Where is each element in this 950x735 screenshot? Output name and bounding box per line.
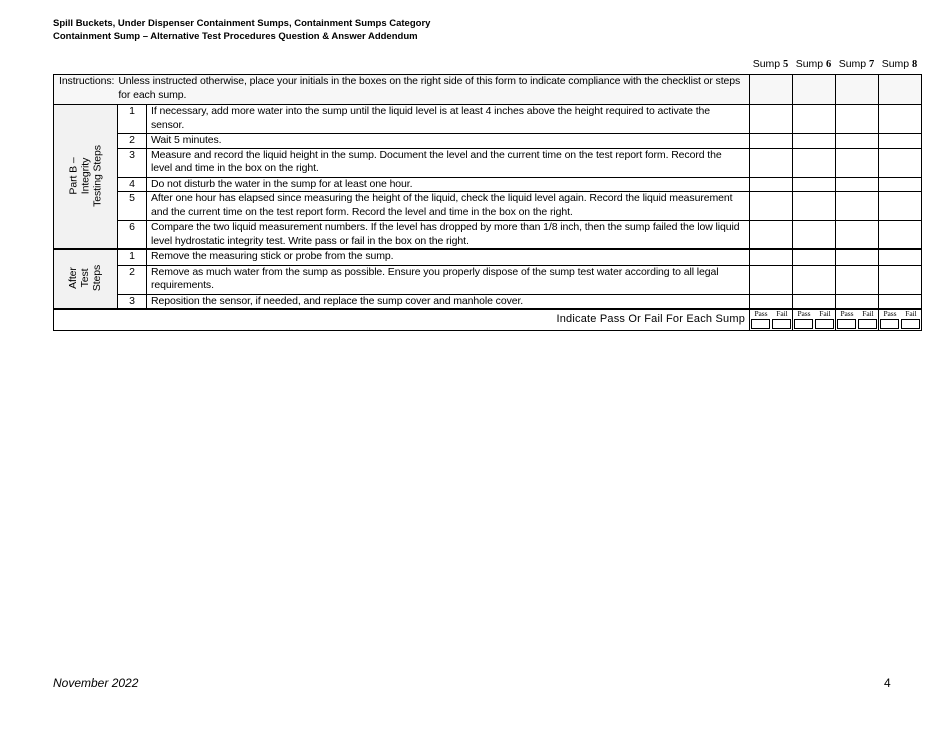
step-row (54, 192, 922, 221)
header-subtitle: Containment Sump – Alternative Test Procedures Question & Answer Addendum (53, 31, 418, 42)
sump-headers (749, 58, 921, 70)
sump-number: 8 (912, 59, 918, 70)
initials-box[interactable] (750, 221, 793, 250)
instructions-label: Instructions: (59, 75, 115, 87)
section-title: After Test Steps (67, 265, 104, 292)
initials-box[interactable] (750, 294, 793, 309)
initials-box[interactable] (836, 177, 879, 192)
step-number: 1 (118, 105, 147, 134)
fail-label: Fail (862, 309, 874, 319)
initials-box[interactable] (750, 134, 793, 149)
fail-label: Fail (819, 309, 831, 319)
pass-fail-cell (793, 309, 836, 330)
initials-box[interactable] (793, 105, 836, 134)
initials-box[interactable] (879, 294, 922, 309)
step-row (54, 249, 922, 265)
initials-box[interactable] (879, 177, 922, 192)
fail-checkbox[interactable] (901, 319, 920, 329)
section-label (54, 105, 118, 250)
step-number: 6 (118, 221, 147, 250)
sump-label: Sump (838, 58, 867, 70)
fail-checkbox[interactable] (858, 319, 877, 329)
sump-header (878, 58, 921, 70)
initials-box[interactable] (793, 177, 836, 192)
pass-checkbox[interactable] (837, 319, 856, 329)
step-row (54, 294, 922, 309)
pass-fail-cell (836, 309, 879, 330)
initials-box[interactable] (879, 105, 922, 134)
pass-fail-label: Indicate Pass Or Fail For Each Sump (54, 309, 750, 330)
initials-box[interactable] (793, 221, 836, 250)
initials-box[interactable] (750, 148, 793, 177)
initials-box[interactable] (879, 134, 922, 149)
sump-label: Sump (795, 58, 824, 70)
initials-box[interactable] (750, 265, 793, 294)
sump-label: Sump (881, 58, 910, 70)
pass-label: Pass (754, 309, 768, 319)
step-text: Compare the two liquid measurement numbers. If the level has dropped by more than 1/8 inch, then the sump failed the low liquid level hydrostatic integrity test. Write pass or fail in the box on the right. (147, 221, 750, 250)
sump-number: 7 (869, 59, 875, 70)
initials-box[interactable] (879, 221, 922, 250)
initials-box[interactable] (836, 134, 879, 149)
checklist-table (53, 74, 922, 331)
initials-box[interactable] (793, 294, 836, 309)
section-label (54, 249, 118, 309)
step-row (54, 134, 922, 149)
initials-box[interactable] (750, 105, 793, 134)
step-row (54, 265, 922, 294)
pass-fail-cell (879, 309, 922, 330)
initials-box[interactable] (750, 75, 793, 105)
sump-header (835, 58, 878, 70)
initials-box[interactable] (836, 192, 879, 221)
pass-checkbox[interactable] (794, 319, 813, 329)
initials-box[interactable] (836, 105, 879, 134)
initials-box[interactable] (836, 249, 879, 265)
initials-box[interactable] (793, 134, 836, 149)
section-title: Part B – Integrity Testing Steps (67, 144, 104, 207)
initials-box[interactable] (836, 221, 879, 250)
initials-box[interactable] (879, 265, 922, 294)
step-text: Wait 5 minutes. (147, 134, 750, 149)
step-text: Remove as much water from the sump as possible. Ensure you properly dispose of the sump test water according to all legal requirements. (147, 265, 750, 294)
step-number: 3 (118, 294, 147, 309)
sump-number: 6 (826, 59, 832, 70)
initials-box[interactable] (793, 249, 836, 265)
sump-header (792, 58, 835, 70)
initials-box[interactable] (750, 192, 793, 221)
initials-box[interactable] (793, 148, 836, 177)
step-text: After one hour has elapsed since measuring the height of the liquid, check the liquid level again. Record the liquid measurement and the current time on the test report form. Record the level and time in the box on the right. (147, 192, 750, 221)
fail-checkbox[interactable] (772, 319, 791, 329)
initials-box[interactable] (793, 265, 836, 294)
step-row (54, 148, 922, 177)
initials-box[interactable] (836, 148, 879, 177)
step-number: 3 (118, 148, 147, 177)
step-row (54, 105, 922, 134)
initials-box[interactable] (879, 75, 922, 105)
pass-checkbox[interactable] (751, 319, 770, 329)
pass-fail-cell (750, 309, 793, 330)
fail-checkbox[interactable] (815, 319, 834, 329)
step-text: Do not disturb the water in the sump for at least one hour. (147, 177, 750, 192)
step-number: 5 (118, 192, 147, 221)
initials-box[interactable] (750, 177, 793, 192)
step-row (54, 221, 922, 250)
step-text: Measure and record the liquid height in the sump. Document the level and the current time on the test report form. Record the level and time in the box on the right. (147, 148, 750, 177)
initials-box[interactable] (879, 148, 922, 177)
initials-box[interactable] (836, 265, 879, 294)
step-text: If necessary, add more water into the sump until the liquid level is at least 4 inches above the height required to activate the sensor. (147, 105, 750, 134)
pass-label: Pass (840, 309, 854, 319)
step-row (54, 177, 922, 192)
initials-box[interactable] (879, 192, 922, 221)
header-title: Spill Buckets, Under Dispenser Containment Sumps, Containment Sumps Category (53, 18, 431, 29)
initials-box[interactable] (793, 192, 836, 221)
instructions (54, 75, 750, 105)
initials-box[interactable] (836, 75, 879, 105)
initials-box[interactable] (793, 75, 836, 105)
pass-label: Pass (883, 309, 897, 319)
sump-number: 5 (783, 59, 789, 70)
fail-label: Fail (776, 309, 788, 319)
step-number: 2 (118, 265, 147, 294)
initials-box[interactable] (836, 294, 879, 309)
step-number: 2 (118, 134, 147, 149)
instructions-text: Unless instructed otherwise, place your initials in the boxes on the right side of this form to indicate compliance with the checklist or steps for each sump. (118, 75, 741, 101)
step-text: Remove the measuring stick or probe from the sump. (147, 249, 750, 265)
pass-checkbox[interactable] (880, 319, 899, 329)
pass-label: Pass (797, 309, 811, 319)
sump-label: Sump (752, 58, 781, 70)
fail-label: Fail (905, 309, 917, 319)
initials-box[interactable] (750, 249, 793, 265)
step-number: 4 (118, 177, 147, 192)
initials-box[interactable] (879, 249, 922, 265)
page-number: 4 (884, 676, 891, 690)
footer-date: November 2022 (53, 676, 139, 690)
step-text: Reposition the sensor, if needed, and replace the sump cover and manhole cover. (147, 294, 750, 309)
step-number: 1 (118, 249, 147, 265)
sump-header (749, 58, 792, 70)
